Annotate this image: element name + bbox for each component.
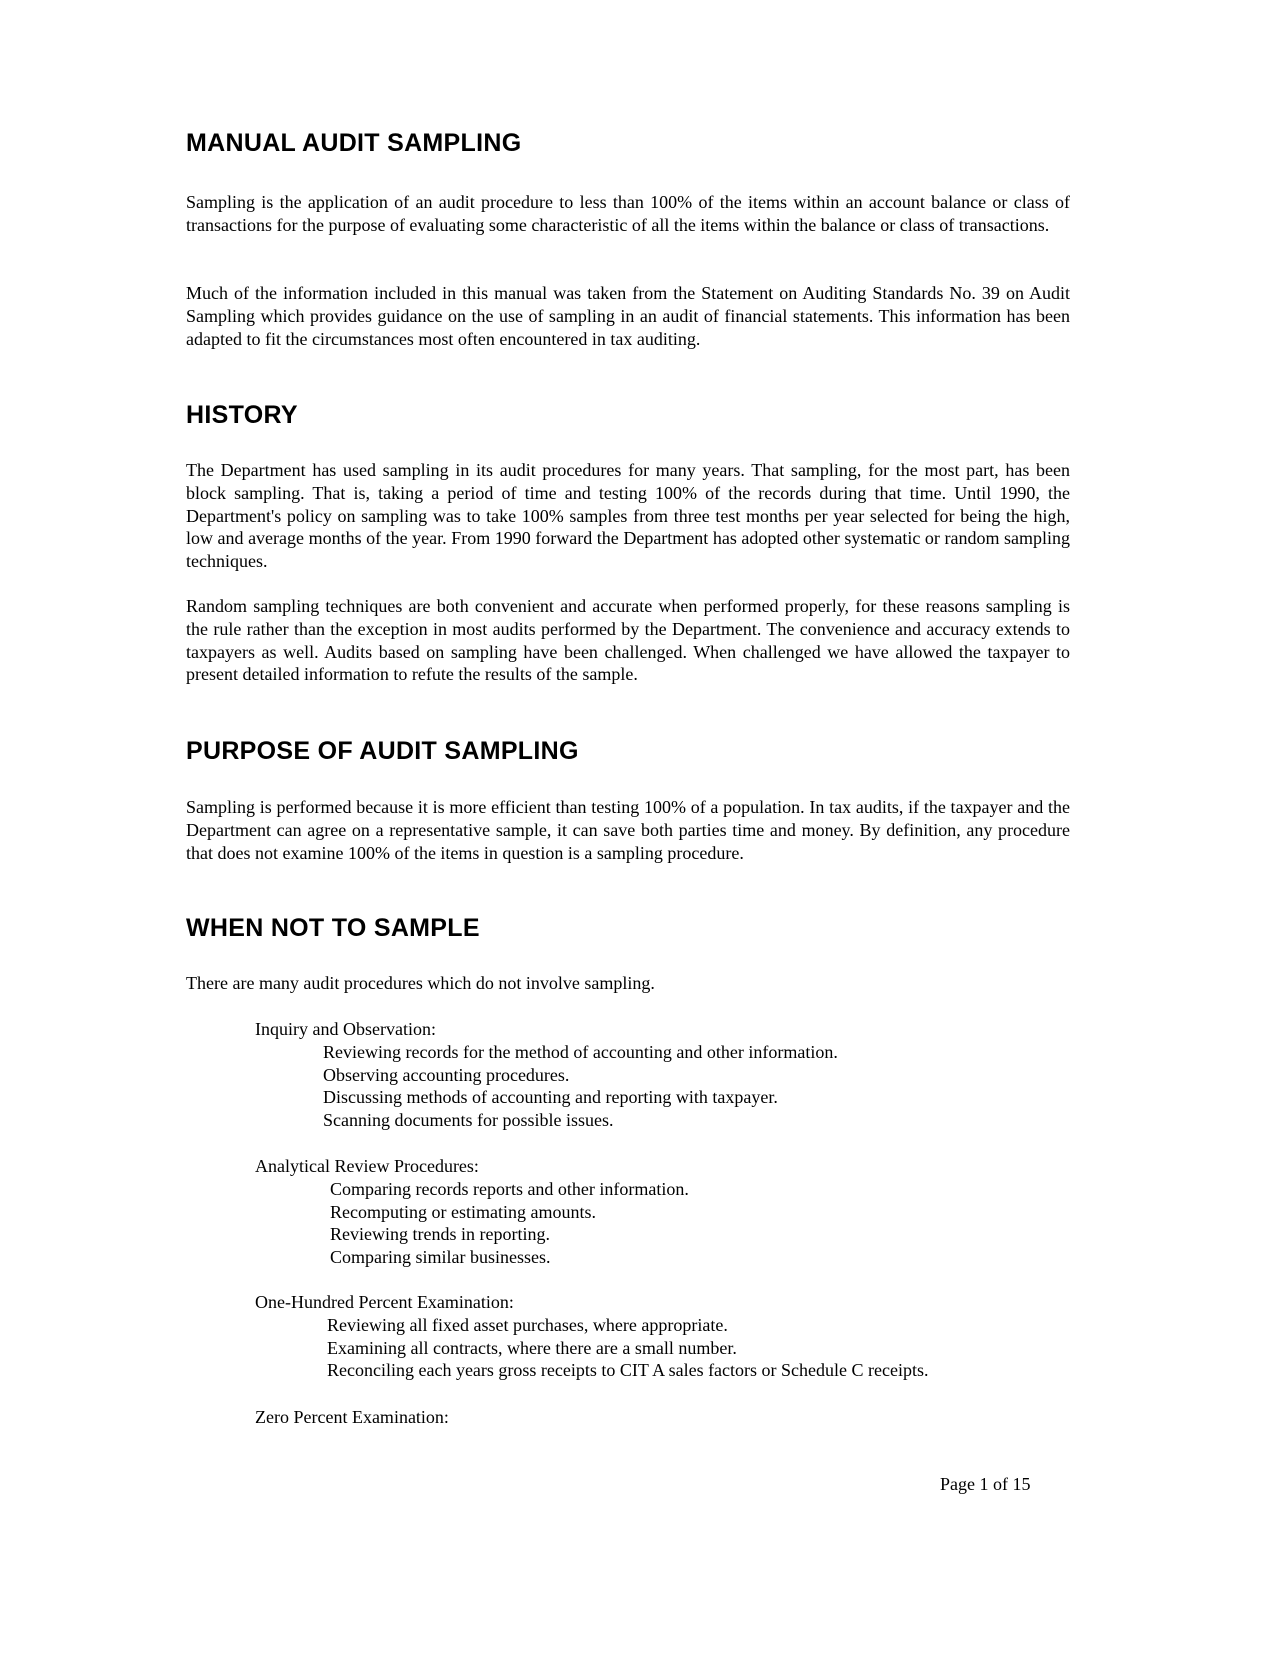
list-item: Scanning documents for possible issues. xyxy=(323,1110,614,1131)
list-item: Reviewing all fixed asset purchases, where appropriate. xyxy=(327,1314,728,1335)
list-item: Comparing records reports and other information. xyxy=(330,1178,689,1199)
purpose-paragraph: Sampling is performed because it is more efficient than testing 100% of a population. In tax audits, if the taxpayer and the Department can agree on a representative sample, it can save both parties time and money. By definition, any procedure that does not examine 100% of the items in question is a sampling procedure. xyxy=(186,797,1070,863)
history-paragraph-1: The Department has used sampling in its audit procedures for many years. That sampling, for the most part, has been block sampling. That is, taking a period of time and testing 100% of the records during that time. Until 1990, the Department's policy on sampling was to take 100% samples from three test months per year selected for being the high, low and average months of the year. From 1990 forward the Department has adopted other systematic or random sampling techniques. xyxy=(186,460,1070,572)
history-heading: HISTORY xyxy=(186,401,298,429)
list-item: Reviewing records for the method of accounting and other information. xyxy=(323,1041,838,1062)
group-label: Inquiry and Observation: xyxy=(255,1019,436,1039)
list-item: Observing accounting procedures. xyxy=(323,1064,570,1085)
group-label: Zero Percent Examination: xyxy=(255,1407,449,1427)
group-label: One-Hundred Percent Examination: xyxy=(255,1292,514,1312)
list-item: Reconciling each years gross receipts to CIT A sales factors or Schedule C receipts. xyxy=(327,1360,929,1381)
list-group-analytical xyxy=(255,1155,689,1269)
purpose-heading: PURPOSE OF AUDIT SAMPLING xyxy=(186,737,579,765)
when-not-heading: WHEN NOT TO SAMPLE xyxy=(186,914,480,942)
list-item: Recomputing or estimating amounts. xyxy=(330,1201,596,1222)
list-item: Reviewing trends in reporting. xyxy=(330,1224,550,1245)
group-label: Analytical Review Procedures: xyxy=(255,1156,479,1176)
intro-paragraph-2: Much of the information included in this manual was taken from the Statement on Auditing Standards No. 39 on Audit Sampling which provides guidance on the use of sampling in an audit of financial statements. This information has been adapted to fit the circumstances most often encountered in tax auditing. xyxy=(186,283,1070,349)
page-number: Page 1 of 15 xyxy=(940,1474,1031,1494)
list-group-hundred-percent xyxy=(255,1291,929,1382)
when-not-paragraph: There are many audit procedures which do not involve sampling. xyxy=(186,973,655,993)
list-group-inquiry xyxy=(255,1018,838,1132)
intro-paragraph-1: Sampling is the application of an audit procedure to less than 100% of the items within an account balance or class of transactions for the purpose of evaluating some characteristic of all the items within the balance or class of transactions. xyxy=(186,192,1070,235)
list-item: Comparing similar businesses. xyxy=(330,1247,551,1268)
list-item: Examining all contracts, where there are a small number. xyxy=(327,1337,737,1358)
list-group-zero-percent xyxy=(255,1406,449,1429)
history-paragraph-2: Random sampling techniques are both convenient and accurate when performed properly, for these reasons sampling is the rule rather than the exception in most audits performed by the Department. The convenience and accuracy extends to taxpayers as well. Audits based on sampling have been challenged. When challenged we have allowed the taxpayer to present detailed information to refute the results of the sample. xyxy=(186,596,1070,685)
list-item: Discussing methods of accounting and reporting with taxpayer. xyxy=(323,1087,778,1108)
page-title: MANUAL AUDIT SAMPLING xyxy=(186,129,522,157)
